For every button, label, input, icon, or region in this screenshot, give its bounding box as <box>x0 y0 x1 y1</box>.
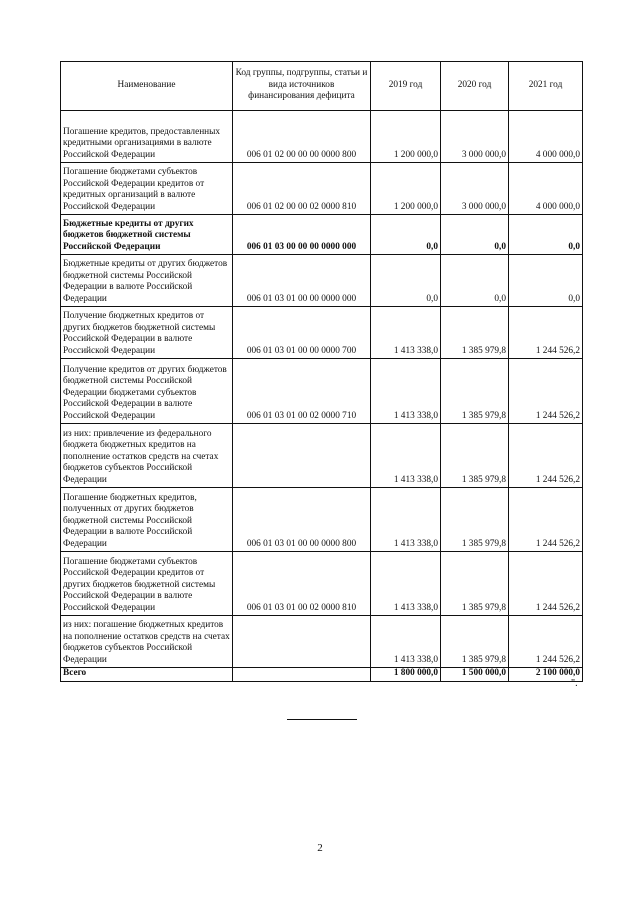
row-value-2020: 0,0 <box>441 255 509 307</box>
row-code: 006 01 03 01 00 02 0000 810 <box>233 552 371 616</box>
row-code: 006 01 03 00 00 00 0000 000 <box>233 215 371 255</box>
table-row <box>61 111 583 163</box>
row-value-2021: 1 244 526,2 <box>509 616 583 668</box>
row-value-2019: 1 413 338,0 <box>371 616 441 668</box>
row-code: 006 01 03 01 00 00 0000 800 <box>233 488 371 552</box>
row-value-2019: 0,0 <box>371 215 441 255</box>
total-row <box>61 668 583 682</box>
row-value-2019: 1 413 338,0 <box>371 424 441 488</box>
row-name: Бюджетные кредиты от других бюджетов бюджетной системы Российской Федерации <box>61 215 233 255</box>
table-header-row <box>61 62 583 111</box>
table-row <box>61 255 583 307</box>
row-name: Погашение бюджетами субъектов Российской Федерации кредитов от других бюджетов бюджетной системы Российской Федерации в валюте Российской Федерации <box>61 552 233 616</box>
row-value-2021: 4 000 000,0 <box>509 111 583 163</box>
header-name: Наименование <box>61 62 233 111</box>
row-name: Погашение кредитов, предоставленных кредитными организациями в валюте Российской Федерации <box>61 111 233 163</box>
row-value-2019: 1 413 338,0 <box>371 552 441 616</box>
sources-of-financing-table <box>60 61 583 682</box>
row-name: Получение кредитов от других бюджетов бюджетной системы Российской Федерации бюджетами субъектов Российской Федерации в валюте Российской Федерации <box>61 359 233 424</box>
table-row <box>61 163 583 215</box>
separator-line <box>287 719 357 720</box>
row-value-2021: 1 244 526,2 <box>509 552 583 616</box>
row-value-2020: 1 385 979,8 <box>441 359 509 424</box>
table-row <box>61 488 583 552</box>
row-name: Погашение бюджетами субъектов Российской Федерации кредитов от кредитных организаций в валюте Российской Федерации <box>61 163 233 215</box>
row-value-2021: 1 244 526,2 <box>509 488 583 552</box>
row-value-2020: 1 385 979,8 <box>441 552 509 616</box>
header-2020: 2020 год <box>441 62 509 111</box>
row-value-2019: 1 413 338,0 <box>371 488 441 552</box>
row-name: Погашение бюджетных кредитов, полученных от других бюджетов бюджетной системы Российской Федерации в валюте Российской Федерации <box>61 488 233 552</box>
row-value-2019: 1 413 338,0 <box>371 307 441 359</box>
total-code <box>233 668 371 682</box>
table-row <box>61 424 583 488</box>
table-row <box>61 552 583 616</box>
page-number: 2 <box>317 842 323 854</box>
row-code: 006 01 02 00 00 02 0000 810 <box>233 163 371 215</box>
table-row <box>61 359 583 424</box>
total-value-2019: 1 800 000,0 <box>371 668 441 682</box>
row-value-2021: 1 244 526,2 <box>509 307 583 359</box>
row-code: 006 01 03 01 00 00 0000 000 <box>233 255 371 307</box>
row-value-2021: 4 000 000,0 <box>509 163 583 215</box>
row-value-2020: 3 000 000,0 <box>441 111 509 163</box>
total-value-2020: 1 500 000,0 <box>441 668 509 682</box>
row-value-2020: 0,0 <box>441 215 509 255</box>
header-2019: 2019 год <box>371 62 441 111</box>
row-value-2021: 1 244 526,2 <box>509 424 583 488</box>
row-value-2019: 1 200 000,0 <box>371 163 441 215</box>
row-value-2020: 1 385 979,8 <box>441 424 509 488</box>
row-name: из них: погашение бюджетных кредитов на пополнение остатков средств на счетах бюджетов субъектов Российской Федерации <box>61 616 233 668</box>
row-value-2021: 0,0 <box>509 255 583 307</box>
header-code: Код группы, подгруппы, статьи и вида источников финансирования дефицита <box>233 62 371 111</box>
row-value-2021: 0,0 <box>509 215 583 255</box>
table-row <box>61 307 583 359</box>
row-value-2020: 1 385 979,8 <box>441 307 509 359</box>
row-code: 006 01 03 01 00 00 0000 700 <box>233 307 371 359</box>
row-value-2020: 3 000 000,0 <box>441 163 509 215</box>
row-code: 006 01 02 00 00 00 0000 800 <box>233 111 371 163</box>
row-value-2021: 1 244 526,2 <box>509 359 583 424</box>
table-row <box>61 215 583 255</box>
row-name: из них: привлечение из федерального бюджета бюджетных кредитов на пополнение остатков средств на счетах бюджетов субъектов Российской Федерации <box>61 424 233 488</box>
row-code <box>233 616 371 668</box>
header-2021: 2021 год <box>509 62 583 111</box>
row-value-2020: 1 385 979,8 <box>441 616 509 668</box>
table-row <box>61 616 583 668</box>
row-name: Получение бюджетных кредитов от других бюджетов бюджетной системы Российской Федерации в валюте Российской Федерации <box>61 307 233 359</box>
row-code <box>233 424 371 488</box>
row-code: 006 01 03 01 00 02 0000 710 <box>233 359 371 424</box>
closing-quote-mark: ". <box>571 678 578 689</box>
total-label: Всего <box>61 668 233 682</box>
row-name: Бюджетные кредиты от других бюджетов бюджетной системы Российской Федерации в валюте Российской Федерации <box>61 255 233 307</box>
row-value-2019: 1 200 000,0 <box>371 111 441 163</box>
row-value-2020: 1 385 979,8 <box>441 488 509 552</box>
total-value-2021: 2 100 000,0 <box>509 668 583 682</box>
row-value-2019: 0,0 <box>371 255 441 307</box>
row-value-2019: 1 413 338,0 <box>371 359 441 424</box>
